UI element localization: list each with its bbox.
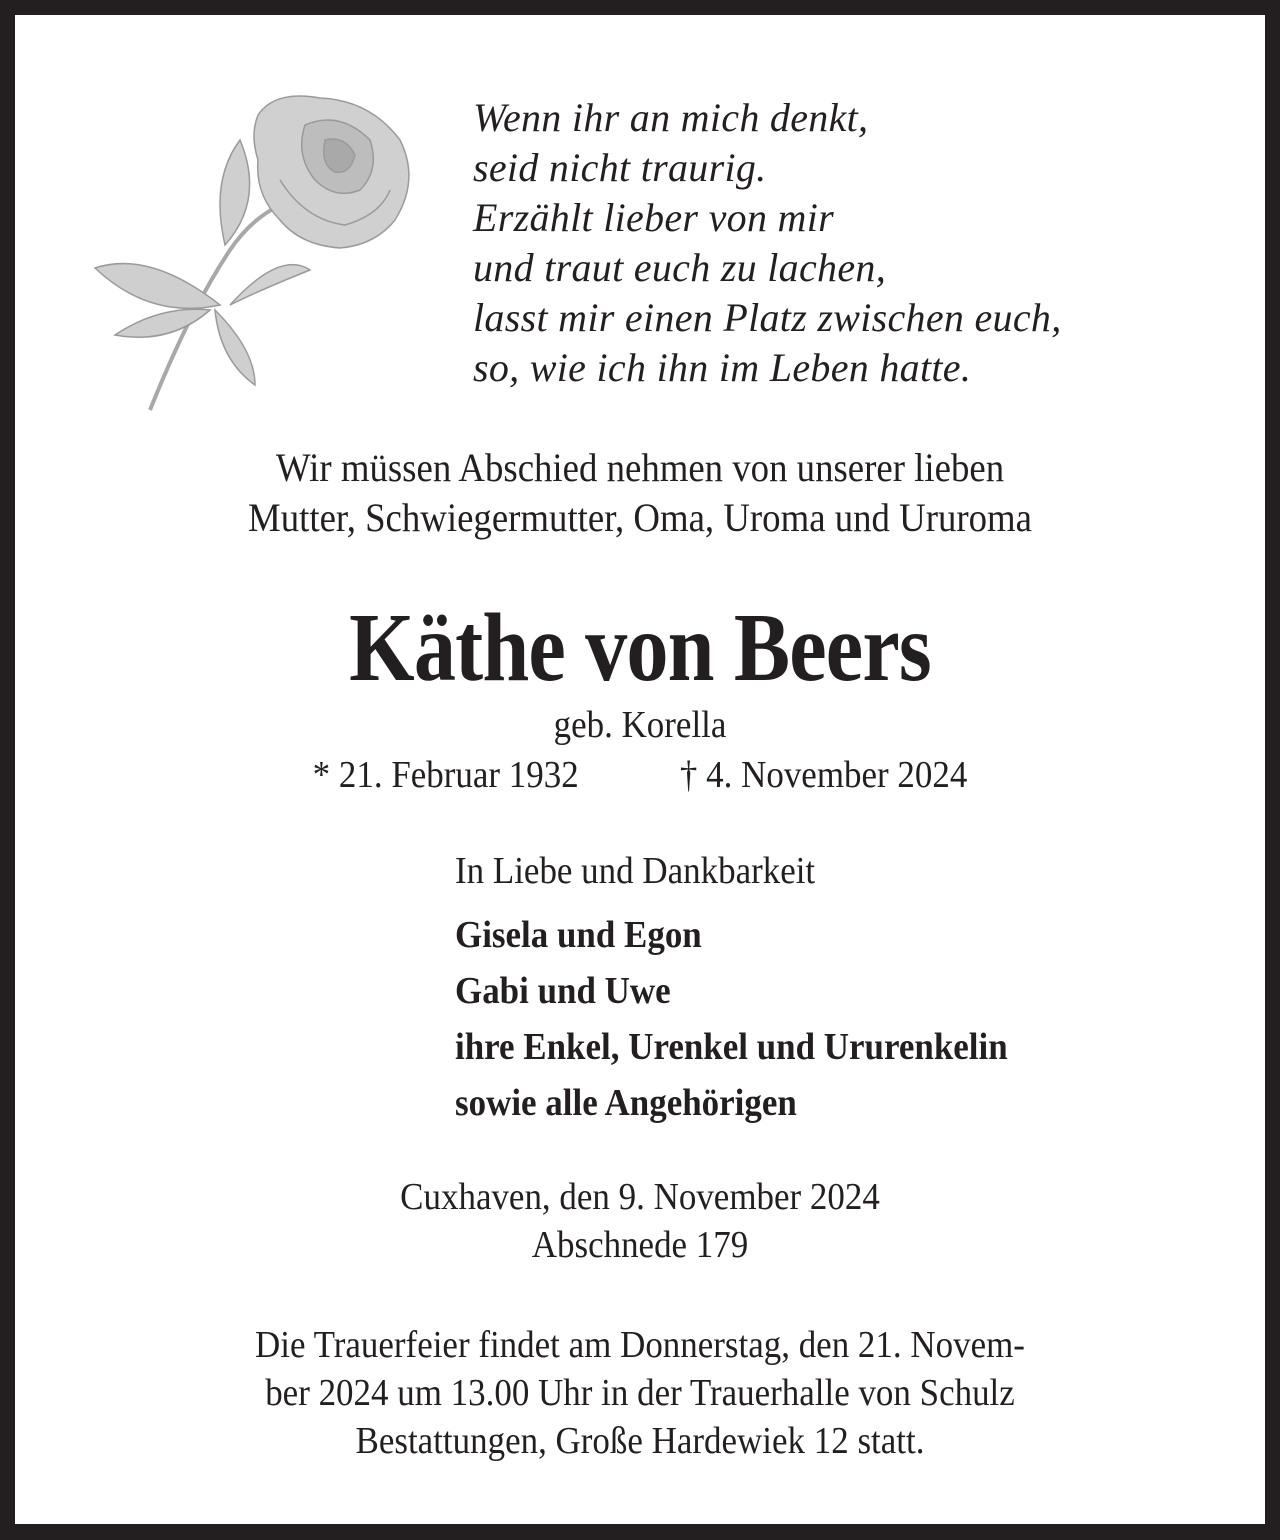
mourners-lead: In Liebe und Dankbarkeit — [455, 850, 816, 892]
poem-line: so, wie ich ihn im Leben hatte. — [473, 345, 972, 390]
poem-line: seid nicht traurig. — [473, 145, 767, 190]
mourner-line: Gisela und Egon — [455, 914, 702, 956]
mourners-block — [455, 847, 1008, 1131]
life-dates — [65, 751, 1215, 799]
mourner-line: sowie alle Angehörigen — [455, 1082, 797, 1124]
death-date: † 4. November 2024 — [679, 754, 968, 796]
birth-name: geb. Korella — [553, 704, 727, 746]
address: Abschnede 179 — [531, 1224, 749, 1266]
poem-line: lasst mir einen Platz zwischen euch, — [473, 295, 1062, 340]
service-line: Bestattungen, Große Hardewiek 12 statt. — [355, 1420, 925, 1462]
poem-line: Erzählt lieber von mir — [473, 195, 835, 240]
intro-text — [65, 443, 1215, 543]
service-line: Die Trauerfeier findet am Donnerstag, den 21. Novem- — [255, 1324, 1025, 1366]
service-info — [65, 1321, 1215, 1465]
intro-line: Wir müssen Abschied nehmen von unserer lieben — [275, 445, 1005, 490]
poem-line: und traut euch zu lachen, — [473, 245, 886, 290]
mourner-line: Gabi und Uwe — [455, 970, 671, 1012]
poem — [473, 93, 1062, 393]
city-date: Cuxhaven, den 9. November 2024 — [400, 1176, 880, 1218]
service-line: ber 2024 um 13.00 Uhr in der Trauerhalle von Schulz — [265, 1372, 1015, 1414]
rose-icon — [80, 80, 440, 420]
intro-line: Mutter, Schwiegermutter, Oma, Uroma und Ururoma — [248, 495, 1032, 540]
deceased-name: Käthe von Beers — [349, 594, 931, 702]
mourner-line: ihre Enkel, Urenkel und Ururenkelin — [455, 1026, 1008, 1068]
birth-date: * 21. Februar 1932 — [312, 754, 579, 796]
poem-line: Wenn ihr an mich denkt, — [473, 95, 869, 140]
obituary-card — [15, 15, 1265, 1524]
place-date — [65, 1173, 1215, 1269]
